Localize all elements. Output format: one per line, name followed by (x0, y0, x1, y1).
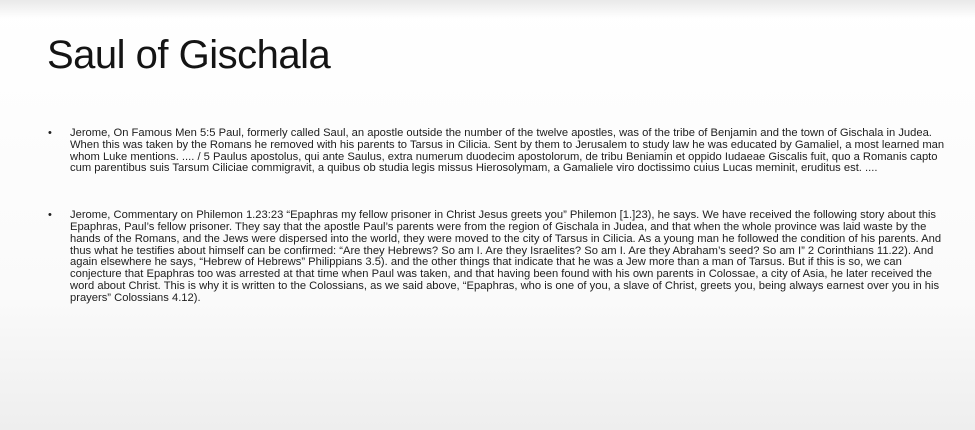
bullet-list (48, 128, 953, 305)
bullet-marker: • (48, 209, 52, 222)
bullet-item-on-famous-men (48, 128, 953, 175)
bullet-text: Jerome, Commentary on Philemon 1.23:23 “Epaphras my fellow prisoner in Christ Jesus greets you” Philemon [1.]23), he says. We have received the following story about this Epaphras, Paul’s fellow prisoner. They say that the apostle Paul’s parents were from the region of Gischala in Judea, and that when the whole province was laid waste by the hands of the Romans, and the Jews were dispersed into the world, they were moved to the city of Tarsus in Cilicia. As a young man he followed the condition of his parents. And thus what he testifies about himself can be confirmed: “Are they Hebrews? So am I. Are they Israelites? So am I. Are they Abraham’s seed? So am I” 2 Corinthians 11.22). And again elsewhere he says, “Hebrew of Hebrews” Philippians 3.5). and the other things that indicate that he was a Jew more than a man of Tarsus. But if this is so, we can conjecture that Epaphras too was arrested at that time when Paul was taken, and that having been found with his own parents in Colossae, a city of Asia, he later received the word about Christ. This is why it is written to the Colossians, as we said above, “Epaphras, who is one of you, a slave of Christ, greets you, being always earnest over you in his prayers” Colossians 4.12). (70, 209, 942, 304)
bullet-item-commentary-philemon (48, 210, 953, 304)
bullet-marker: • (48, 127, 52, 139)
slide-title: Saul of Gischala (47, 33, 331, 77)
top-edge-shadow (0, 0, 975, 18)
bullet-text: Jerome, On Famous Men 5:5 Paul, formerly called Saul, an apostle outside the number of the twelve apostles, was of the tribe of Benjamin and the town of Gischala in Judea. When this was taken by the Romans he removed with his parents to Tarsus in Cilicia. Sent by them to Jerusalem to study law he was educated by Gamaliel, a most learned man whom Luke mentions. .... / 5 Paulus apostolus, qui ante Saulus, extra numerum duodecim apostolorum, de tribu Beniamin et oppido Iudaeae Giscalis fuit, quo a Romanis capto cum parentibus suis Tarsum Ciliciae commigravit, a quibus ob studia legis missus Hierosolymam, a Gamaliele viro doctissimo cuius Lucas meminit, eruditus est. .... (70, 127, 945, 175)
